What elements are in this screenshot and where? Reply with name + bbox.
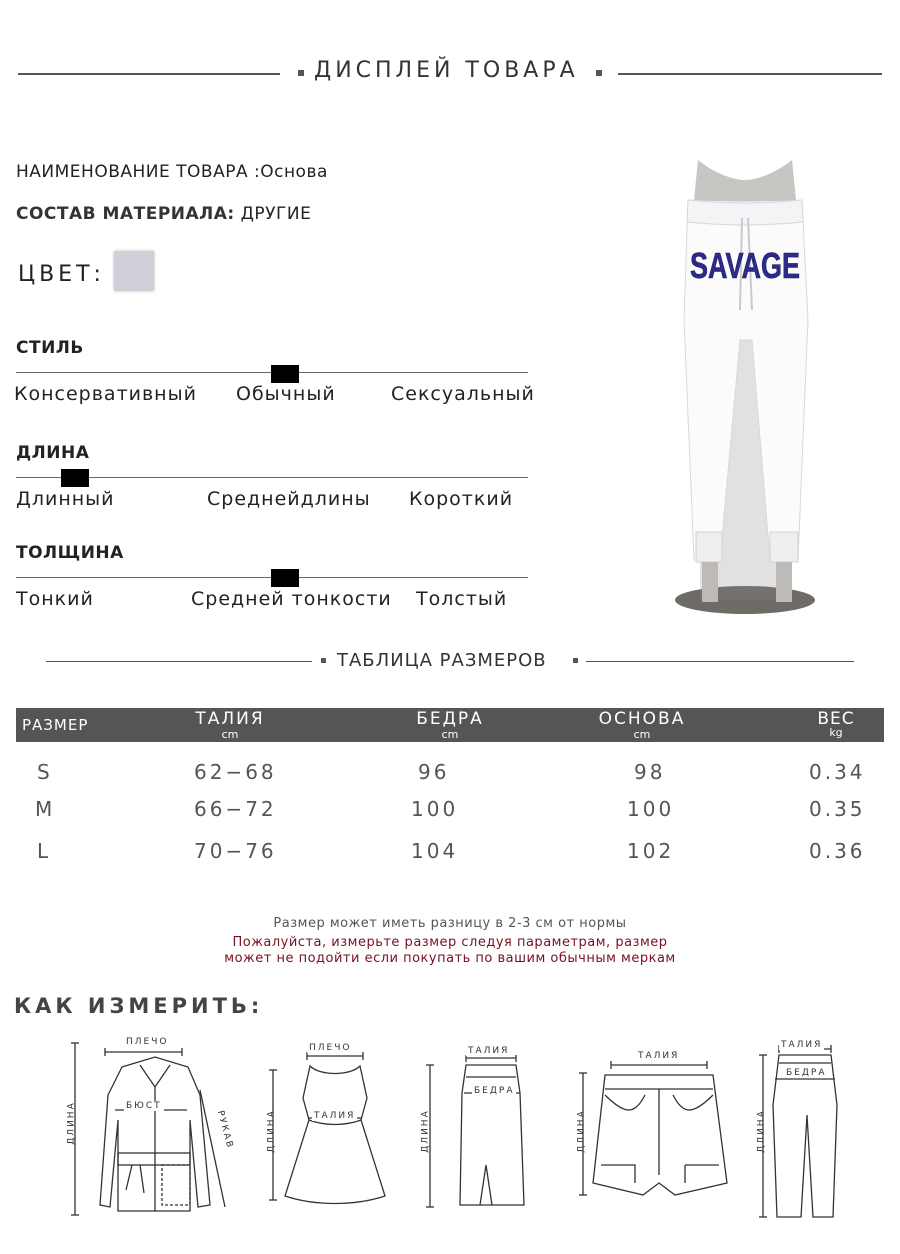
color-swatch[interactable] [114, 251, 154, 291]
shorts-diagram [575, 1055, 735, 1205]
length-scale-line [16, 477, 528, 478]
product-name-row [16, 162, 328, 182]
dress-waist-label: ТАЛИЯ [314, 1111, 356, 1121]
header-bullet-left [298, 70, 304, 76]
col-waist: ТАЛИЯ [195, 709, 265, 729]
table-bullet-right [573, 658, 578, 663]
cell-waist: 70−76 [194, 839, 277, 863]
cell-weight: 0.35 [809, 797, 866, 821]
material-label: СОСТАВ МАТЕРИАЛА: [16, 204, 235, 224]
thickness-scale-marker [271, 569, 299, 587]
thickness-option-medium: Средней тонкости [191, 588, 392, 610]
cell-waist: 66−72 [194, 797, 277, 821]
length-scale-marker [61, 469, 89, 487]
shorts-length-label: ДЛИНА [576, 1109, 587, 1153]
product-name-label: НАИМЕНОВАНИЕ ТОВАРА : [16, 162, 261, 182]
print-savage-text: SAVAGE [690, 245, 800, 286]
cell-length: 102 [627, 839, 675, 863]
cell-size: L [37, 839, 52, 863]
col-length-unit: cm [633, 728, 651, 741]
length-option-medium: Среднейдлины [207, 488, 371, 510]
style-option-conservative: Консервативный [14, 383, 197, 405]
style-scale-marker [271, 365, 299, 383]
page-title: ДИСПЛЕЙ ТОВАРА [314, 58, 579, 83]
dress-diagram [265, 1048, 405, 1208]
jacket-bust-label: БЮСТ [126, 1101, 162, 1111]
measure-warning-line1: Пожалуйста, измерьте размер следуя параметрам, размер [232, 935, 668, 950]
header-rule-left [18, 73, 280, 75]
pants-hips-label: БЕДРА [786, 1068, 827, 1078]
cell-hips: 104 [411, 839, 459, 863]
col-weight: ВЕС [817, 709, 855, 729]
product-name-value: Основа [260, 162, 328, 182]
cell-weight: 0.34 [809, 760, 866, 784]
length-option-long: Длинный [16, 488, 115, 510]
style-option-sexy: Сексуальный [391, 383, 535, 405]
cell-hips: 100 [411, 797, 459, 821]
jacket-length-label: ДЛИНА [66, 1101, 77, 1145]
material-value: ДРУГИЕ [240, 204, 312, 224]
style-option-normal: Обычный [236, 383, 336, 405]
skirt-diagram [420, 1055, 540, 1215]
jacket-sleeve-label: РУКАВ [214, 1109, 235, 1151]
skirt-hips-label: БЕДРА [474, 1086, 515, 1096]
cell-length: 100 [627, 797, 675, 821]
table-rule-left [46, 661, 312, 662]
cell-hips: 96 [418, 760, 450, 784]
length-scale-title: ДЛИНА [16, 443, 90, 463]
col-hips-unit: cm [441, 728, 459, 741]
cell-weight: 0.36 [809, 839, 866, 863]
col-size: РАЗМЕР [22, 716, 89, 734]
style-scale-title: СТИЛЬ [16, 338, 84, 358]
skirt-length-label: ДЛИНА [420, 1109, 431, 1153]
how-to-measure-title: КАК ИЗМЕРИТЬ: [14, 994, 264, 1018]
dress-shoulder-label: ПЛЕЧО [309, 1043, 352, 1053]
shorts-waist-label: ТАЛИЯ [638, 1051, 680, 1061]
col-waist-unit: cm [221, 728, 239, 741]
color-label: ЦВЕТ: [18, 262, 105, 287]
col-length: ОСНОВА [598, 709, 686, 729]
size-table-title: ТАБЛИЦА РАЗМЕРОВ [337, 650, 547, 671]
material-row [16, 204, 311, 224]
jacket-shoulder-label: ПЛЕЧО [126, 1037, 169, 1047]
measure-warning-line2: может не подойти если покупать по вашим обычным меркам [224, 951, 676, 966]
jacket-diagram [60, 1035, 240, 1220]
col-weight-unit: kg [829, 726, 843, 739]
pants-length-label: ДЛИНА [756, 1109, 767, 1153]
cell-waist: 62−68 [194, 760, 277, 784]
table-rule-right [586, 661, 854, 662]
dress-length-label: ДЛИНА [266, 1109, 277, 1153]
header-bullet-right [596, 70, 602, 76]
thickness-option-thick: Толстый [416, 588, 508, 610]
skirt-waist-label: ТАЛИЯ [468, 1046, 510, 1056]
cell-size: M [35, 797, 56, 821]
cell-length: 98 [634, 760, 666, 784]
thickness-option-thin: Тонкий [16, 588, 94, 610]
cell-size: S [37, 760, 53, 784]
product-photo [670, 160, 820, 610]
length-option-short: Короткий [409, 488, 514, 510]
col-hips: БЕДРА [416, 709, 484, 729]
table-bullet-left [321, 658, 326, 663]
size-difference-note: Размер может иметь разницу в 2-3 см от нормы [273, 916, 627, 931]
header-rule-right [618, 73, 882, 75]
thickness-scale-title: ТОЛЩИНА [16, 543, 124, 563]
pants-waist-label: ТАЛИЯ [781, 1040, 823, 1050]
